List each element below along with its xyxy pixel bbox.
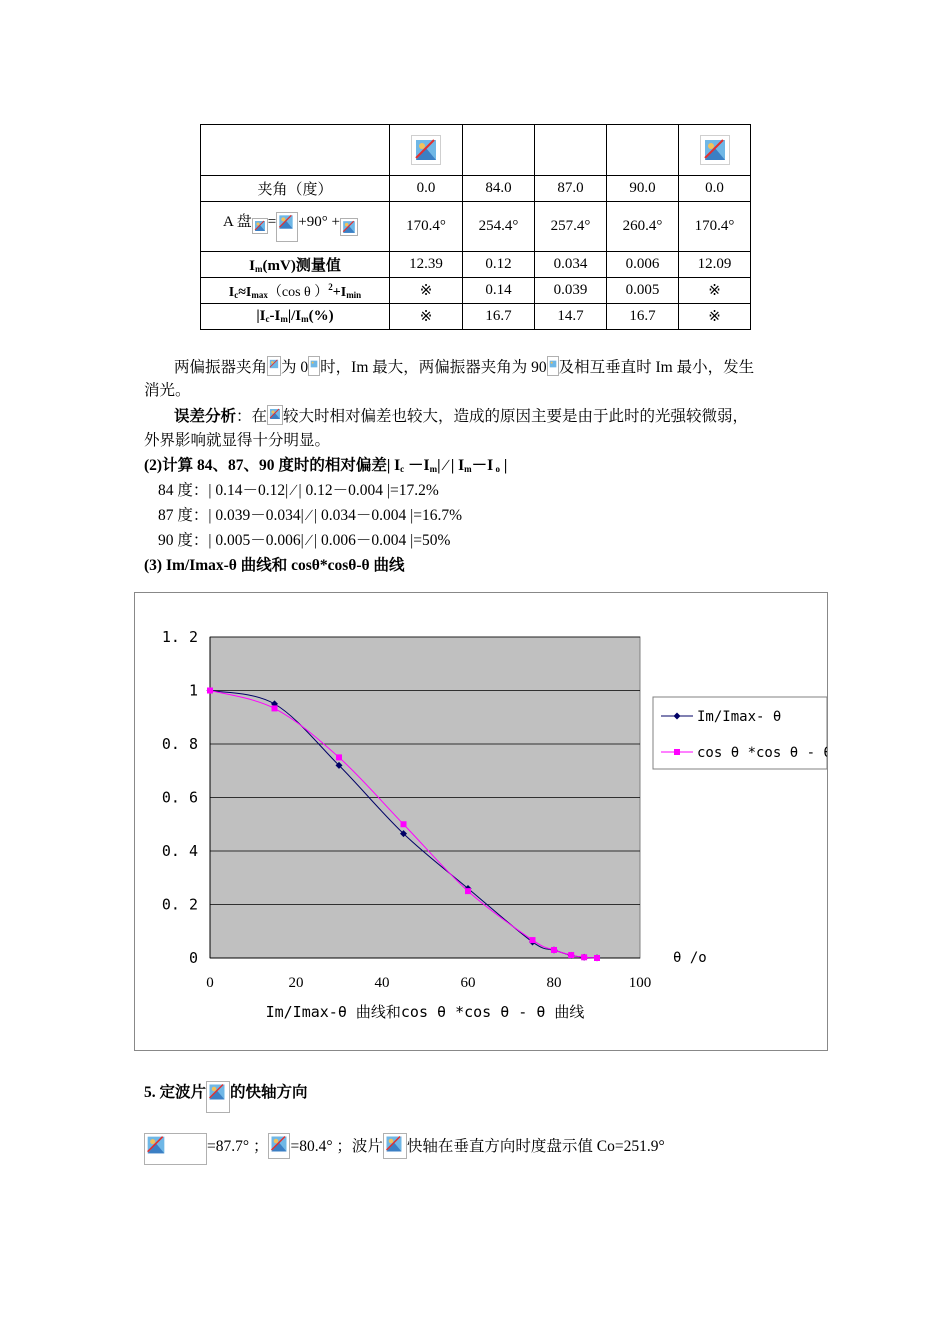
x-tick-label: 100: [628, 975, 652, 991]
chart-title: Im/Imax-θ 曲线和cos θ *cos θ - θ 曲线: [265, 1003, 585, 1021]
table-cell: 170.4°: [390, 202, 463, 252]
label-text: ≈I: [238, 284, 252, 300]
table-cell: 14.7: [535, 304, 607, 330]
table-cell: 0.006: [607, 252, 679, 278]
legend-marker: [674, 749, 680, 755]
paragraph-extinction: [174, 356, 754, 378]
x-tick-label: 40: [374, 975, 390, 991]
text-span: 为 0: [281, 359, 309, 376]
text-span: =87.7° ；: [207, 1138, 269, 1155]
table-row: [201, 252, 751, 278]
y-tick-label: 0: [188, 949, 198, 967]
broken-image-icon: [206, 1081, 230, 1113]
text-span: (2)计算 84、87、90 度时的相对偏差| I: [144, 457, 401, 474]
calc-line-90: 90 度：| 0.005－0.006| ∕ | 0.006－0.004 |=50%: [158, 532, 451, 549]
table-cell: [390, 125, 463, 176]
heading-relative-deviation: [144, 456, 507, 479]
label-text: I: [228, 284, 235, 300]
heading-section-5: [144, 1081, 308, 1113]
row-label-a-disk: [201, 202, 390, 252]
text-sub: o: [493, 464, 500, 474]
data-point-square: [336, 754, 342, 760]
text-span: 的快轴方向: [230, 1084, 308, 1101]
table-cell: 84.0: [463, 176, 535, 202]
broken-image-icon: [411, 135, 441, 165]
table-cell: [463, 125, 535, 176]
table-cell: 260.4°: [607, 202, 679, 252]
heading-curves: (3) Im/Imax-θ 曲线和 cosθ*cosθ-θ 曲线: [144, 557, 405, 574]
y-tick-label: 0. 6: [161, 788, 198, 807]
y-tick-label: 1. 2: [161, 628, 198, 646]
text-span: 时，Im 最大，两偏振器夹角为 90: [320, 359, 547, 376]
label-text: |I: [256, 308, 266, 324]
text-span: 两偏振器夹角: [174, 359, 268, 376]
table-cell: ※: [390, 278, 463, 304]
data-point-square: [207, 688, 213, 694]
x-axis-label: θ /o: [673, 950, 707, 966]
broken-image-icon: [144, 1133, 207, 1165]
row-label-im: [201, 252, 390, 278]
table-cell: 0.12: [463, 252, 535, 278]
measurement-table: [200, 124, 751, 330]
label-sub: m: [280, 314, 288, 324]
data-point-square: [401, 821, 407, 827]
text-span: －I: [471, 457, 494, 474]
label-text: A 盘: [223, 213, 252, 230]
text-span: 及相互垂直时 Im 最小，发生: [558, 359, 755, 376]
table-cell: 0.039: [535, 278, 607, 304]
table-row: [201, 304, 751, 330]
table-header-row: [201, 125, 751, 176]
data-point-square: [594, 955, 600, 961]
row-label-angle: 夹角（度）: [201, 176, 390, 202]
error-analysis-label: 误差分析: [174, 408, 237, 425]
label-text: +90° +: [298, 213, 340, 230]
y-tick-label: 0. 8: [161, 735, 198, 753]
y-tick-label: 0. 2: [161, 895, 198, 914]
label-sub: min: [346, 289, 362, 300]
legend-label: cos θ *cos θ - θ: [697, 745, 827, 761]
text-sub: m: [429, 464, 438, 474]
broken-image-icon: [276, 212, 298, 242]
broken-image-icon: [252, 218, 268, 234]
calc-line-84: 84 度：| 0.14－0.12| ∕ | 0.12－0.004 |=17.2%: [158, 482, 439, 499]
broken-image-icon: [267, 405, 283, 425]
broken-image-icon: [383, 1133, 407, 1159]
label-sup: 2: [328, 281, 333, 292]
text-span: =80.4° ；波片: [290, 1138, 383, 1155]
data-point-square: [272, 705, 278, 711]
text-span: | ∕ | I: [437, 457, 465, 474]
label-sub: max: [251, 289, 268, 300]
data-point-square: [465, 888, 471, 894]
table-row: [201, 278, 751, 304]
table-cell: ※: [679, 278, 751, 304]
x-tick-label: 60: [460, 975, 476, 991]
table-cell: [607, 125, 679, 176]
broken-image-icon: [308, 356, 320, 376]
table-row: [201, 202, 751, 252]
label-text: -I: [269, 308, 281, 324]
label-text: (mV)测量值: [262, 258, 341, 274]
text-span: 快轴在垂直方向时度盘示值 Co=251.9°: [406, 1138, 665, 1155]
broken-image-icon: [267, 356, 281, 376]
table-cell: ※: [390, 304, 463, 330]
table-cell: 0.005: [607, 278, 679, 304]
row-label-ic: [201, 278, 390, 304]
table-cell: ※: [679, 304, 751, 330]
paragraph-error-analysis: [174, 405, 748, 427]
table-cell: 0.0: [679, 176, 751, 202]
label-text: |/I: [287, 308, 302, 324]
label-text: =: [267, 213, 277, 230]
table-cell: 16.7: [607, 304, 679, 330]
label-sub: m: [301, 314, 309, 324]
y-tick-label: 0. 4: [161, 842, 198, 860]
text-span: 5. 定波片: [144, 1084, 207, 1101]
broken-image-icon: [340, 218, 358, 236]
y-tick-label: 1: [188, 681, 198, 700]
label-sub: c: [265, 314, 270, 324]
table-cell: [535, 125, 607, 176]
table-cell: [201, 125, 390, 176]
table-row: [201, 176, 751, 202]
broken-image-icon: [547, 356, 559, 376]
label-text: (%): [308, 308, 334, 324]
broken-image-icon: [268, 1133, 290, 1159]
table-cell: 0.0: [390, 176, 463, 202]
text-sub: m: [464, 464, 472, 474]
text-span: ：在: [236, 408, 268, 425]
data-point-square: [551, 947, 557, 953]
x-tick-label: 20: [288, 975, 304, 991]
broken-image-icon: [700, 135, 730, 165]
chart-frame: [134, 592, 828, 1051]
label-sub: c: [234, 289, 239, 300]
table-cell: 0.14: [463, 278, 535, 304]
paragraph-error-analysis-cont: 外界影响就显得十分明显。: [144, 432, 331, 449]
label-text: I: [249, 258, 255, 274]
table-cell: 90.0: [607, 176, 679, 202]
text-sub: c: [400, 464, 405, 474]
table-cell: 257.4°: [535, 202, 607, 252]
label-text: +I: [332, 284, 347, 300]
data-point-square: [530, 937, 536, 943]
table-cell: 170.4°: [679, 202, 751, 252]
x-tick-label: 80: [546, 975, 562, 991]
label-text: （cos θ ）: [267, 284, 329, 300]
fast-axis-line: [144, 1133, 665, 1165]
legend-label: Im/Imax- θ: [697, 709, 782, 725]
label-sub: m: [255, 264, 263, 274]
table-cell: 12.39: [390, 252, 463, 278]
row-label-relative-error: [201, 304, 390, 330]
table-cell: 254.4°: [463, 202, 535, 252]
paragraph-extinction-cont: 消光。: [144, 382, 191, 399]
table-cell: 0.034: [535, 252, 607, 278]
text-span: |: [499, 457, 508, 474]
table-cell: 12.09: [679, 252, 751, 278]
table-cell: [679, 125, 751, 176]
table-cell: 16.7: [463, 304, 535, 330]
table-cell: 87.0: [535, 176, 607, 202]
text-span: 较大时相对偏差也较大，造成的原因主要是由于此时的光强较微弱，: [283, 408, 749, 425]
x-tick-label: 0: [206, 975, 214, 991]
data-point-square: [568, 952, 574, 958]
calc-line-87: 87 度：| 0.039－0.034| ∕ | 0.034－0.004 |=16.7%: [158, 507, 463, 524]
text-span: －I: [404, 457, 430, 474]
chart-canvas: [135, 593, 827, 1050]
data-point-square: [581, 954, 587, 960]
